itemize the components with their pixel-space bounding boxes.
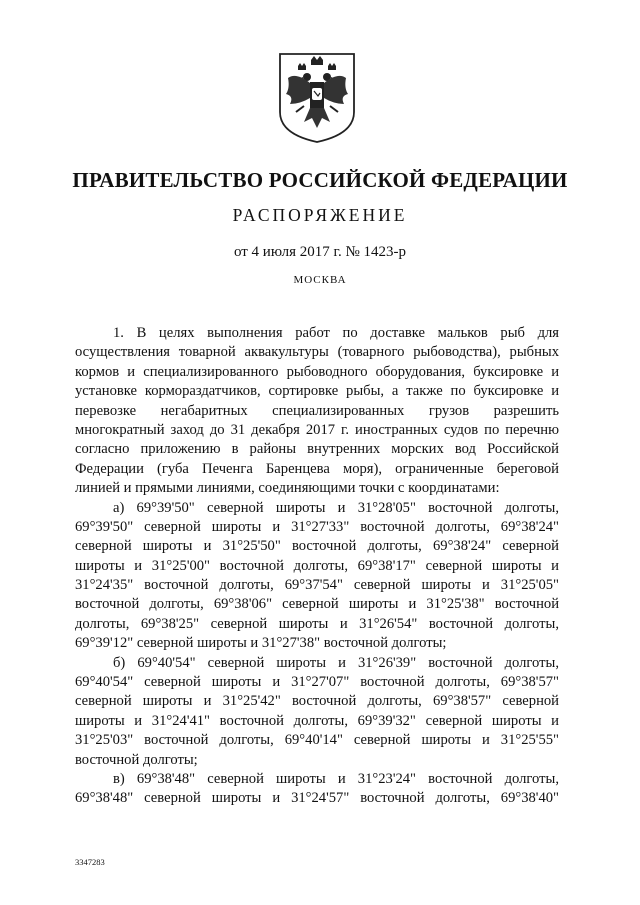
page-title: ПРАВИТЕЛЬСТВО РОССИЙСКОЙ ФЕДЕРАЦИИ [72, 168, 568, 192]
document-type: РАСПОРЯЖЕНИЕ [232, 205, 408, 225]
text-line: а) 69°39'50" северной широты и 31°28'05" восточной долготы, [113, 499, 559, 516]
text-line: долготы, 69°38'25" северной широты и 31°26'54" восточной долготы, [75, 615, 559, 632]
text-line: многократный заход до 31 декабря 2017 г. иностранных судов по перечню [75, 421, 559, 438]
text-line: северной широты и 31°25'42" восточной долготы, 69°38'57" северной [75, 693, 559, 710]
coat-of-arms-icon [274, 50, 360, 144]
text-line: широты и 31°25'00" восточной долготы, 69°38'17" северной широты и [75, 557, 559, 574]
city: МОСКВА [293, 274, 347, 286]
text-line: восточной долготы; [75, 751, 198, 768]
date-number: от 4 июля 2017 г. № 1423-р [233, 244, 407, 260]
text-line: согласно приложению в районы внутренних морских вод Российской [75, 441, 559, 458]
text-line: 31°25'03" восточной долготы, 69°40'14" северной широты и 31°25'55" [75, 732, 559, 749]
text-line: 1. В целях выполнения работ по доставке мальков рыб для [113, 325, 559, 341]
text-line: северной широты и 31°25'50" восточной долготы, 69°38'24" северной [75, 538, 559, 555]
text-line: перевозке негабаритных специализированных грузов разрешить [75, 402, 559, 419]
text-line: в) 69°38'48" северной широты и 31°23'24" восточной долготы, [113, 770, 559, 787]
text-line: кормов и специализированного рыбоводного оборудования, буксировке и [75, 363, 559, 380]
text-line: 69°39'50" северной широты и 31°27'33" восточной долготы, 69°38'24" [75, 518, 559, 535]
document-code: 3347283 [75, 857, 105, 867]
text-line: 69°39'12" северной широты и 31°27'38" восточной долготы; [75, 635, 447, 652]
text-line: осуществления товарной аквакультуры (товарного рыбоводства), рыбных [75, 344, 559, 361]
document-body [75, 324, 559, 809]
text-line: восточной долготы, 69°38'06" северной широты и 31°25'38" восточной [75, 596, 559, 613]
text-line: 31°24'35" восточной долготы, 69°37'54" северной широты и 31°25'05" [75, 577, 559, 594]
text-line: широты и 31°24'41" восточной долготы, 69°39'32" северной широты и [75, 712, 559, 729]
text-line: линией и прямыми линиями, соединяющими точки с координатами: [75, 480, 500, 497]
text-line: 69°40'54" северной широты и 31°27'07" восточной долготы, 69°38'57" [75, 674, 559, 691]
text-line: Федерации (губа Печенга Баренцева моря), ограниченные береговой [75, 460, 559, 477]
text-line: б) 69°40'54" северной широты и 31°26'39" восточной долготы, [113, 654, 559, 671]
text-line: 69°38'48" северной широты и 31°24'57" восточной долготы, 69°38'40" [75, 790, 559, 807]
text-line: установке кормораздатчиков, сортировке рыбы, а также по буксировке и [75, 383, 559, 400]
